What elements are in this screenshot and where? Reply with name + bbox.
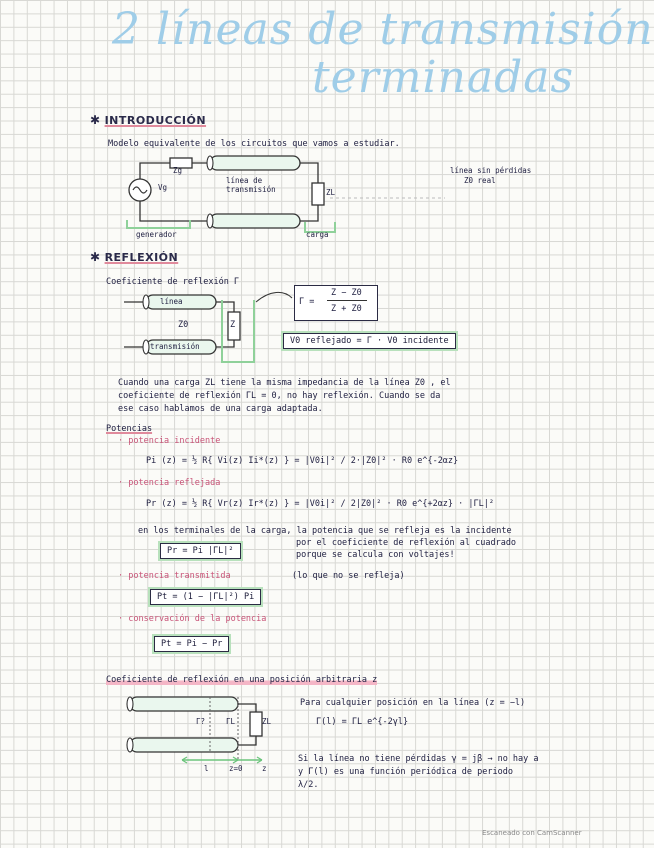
terminales-line1: en los terminales de la carga, la potencia que se refleja es la incidente xyxy=(138,526,512,536)
gamma-l-label: ΓL xyxy=(226,717,236,726)
zl-label-2: ZL xyxy=(262,717,272,726)
conservacion-label: · conservación de la potencia xyxy=(118,614,267,624)
reflejada-equation: Pr (z) = ½ R{ Vr(z) Ir*(z) } = |V0i|² / 2|Z0|² · R0 e^{+2αz} · |ΓL|² xyxy=(146,499,494,509)
incidente-label: · potencia incidente xyxy=(118,436,221,446)
z0-label: Z0 xyxy=(178,320,189,330)
arbitraria-text-1: Para cualquier posición en la línea (z = −l) xyxy=(300,698,526,708)
load-label: carga xyxy=(306,230,329,239)
arbitraria-text-4: λ/2. xyxy=(298,780,319,790)
adapted-load-line3: ese caso hablamos de una carga adaptada. xyxy=(118,404,323,414)
reflejada-label: · potencia reflejada xyxy=(118,478,221,488)
section-heading-introduccion: ✱ INTRODUCCIÓN xyxy=(90,113,207,127)
terminales-line2: por el coeficiente de reflexión al cuadrado xyxy=(296,538,517,548)
linea-label: línea xyxy=(160,297,183,306)
page-title-line2: terminadas xyxy=(312,52,575,103)
pr-formula-box: Pr = Pi |ΓL|² xyxy=(160,543,241,559)
terminales-line3: porque se calcula con voltajes! xyxy=(296,550,455,560)
intro-text: Modelo equivalente de los circuitos que vamos a estudiar. xyxy=(108,139,400,149)
line-label: línea de transmisión xyxy=(226,176,276,194)
axis-l-label: l xyxy=(204,764,209,773)
adapted-load-line1: Cuando una carga ZL tiene la misma impedancia de la línea Z0 , el xyxy=(118,378,451,388)
incidente-equation: Pi (z) = ½ R{ Vi(z) Ii*(z) } = |V0i|² / 2·|Z0|² · R0 e^{-2αz} xyxy=(146,456,459,466)
arbitraria-text-3: y Γ(l) es una función periódica de periodo xyxy=(298,767,513,777)
transmitida-label: · potencia transmitida xyxy=(118,571,231,581)
conservacion-formula-box: Pt = Pi − Pr xyxy=(154,636,229,652)
generator-label: generador xyxy=(136,230,177,239)
arbitraria-heading: Coeficiente de reflexión en una posición arbitraria z xyxy=(106,675,378,685)
zg-label: Zg xyxy=(173,166,183,175)
zl-label: ZL xyxy=(326,188,336,197)
vg-label: Vg xyxy=(158,183,168,192)
arbitraria-text-2: Si la línea no tiene pérdidas γ = jβ → no hay a xyxy=(298,754,539,764)
v-reflejado-box: V0 reflejado = Γ · V0 incidente xyxy=(283,333,456,349)
transmision-label: transmisión xyxy=(150,342,200,351)
pt-formula-box: Pt = (1 − |ΓL|²) Pi xyxy=(150,589,261,605)
potencias-heading: Potencias xyxy=(106,424,153,434)
star-icon: ✱ xyxy=(90,250,101,264)
z-label: Z xyxy=(230,320,236,330)
gamma-formula-box: Γ = Z − Z0 Z + Z0 xyxy=(294,285,378,321)
page-title: 2 líneas de transmisión xyxy=(112,4,654,55)
arbitraria-equation: Γ(l) = ΓL e^{-2γl} xyxy=(316,717,409,727)
scanner-watermark: Escaneado con CamScanner xyxy=(482,829,582,837)
gamma-question-label: Γ? xyxy=(196,717,206,726)
side-note-lossless: línea sin pérdidas xyxy=(450,166,532,175)
section-heading-reflexion: ✱ REFLEXIÓN xyxy=(90,250,179,264)
coef-heading: Coeficiente de reflexión Γ xyxy=(106,277,240,287)
transmitida-note: (lo que no se refleja) xyxy=(292,571,405,581)
side-note-z0-real: Z0 real xyxy=(464,176,496,185)
axis-z-label: z xyxy=(262,764,267,773)
star-icon: ✱ xyxy=(90,113,101,127)
adapted-load-line2: coeficiente de reflexión ΓL = 0, no hay reflexión. Cuando se da xyxy=(118,391,441,401)
axis-z0-label: z=0 xyxy=(229,764,243,773)
